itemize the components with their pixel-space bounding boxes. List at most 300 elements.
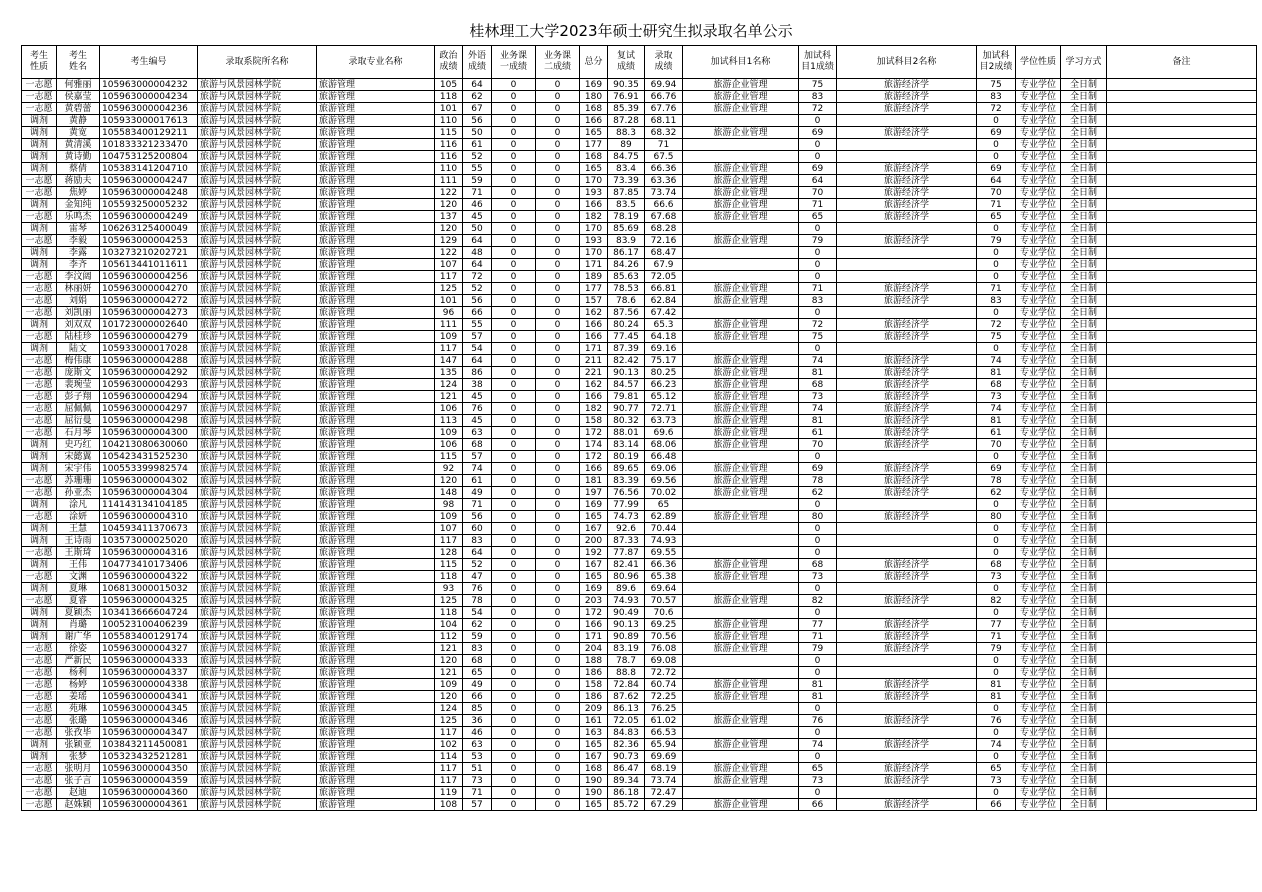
- cell-foreign-language-score: 50: [463, 223, 492, 235]
- cell-subject2-score: 0: [536, 271, 580, 283]
- cell-extra-subject1-name: 旅游企业管理: [683, 487, 799, 499]
- cell-extra-subject2-name: [837, 151, 977, 163]
- cell-applicant-name: 李毅: [57, 235, 100, 247]
- cell-study-mode: 全日制: [1061, 619, 1107, 631]
- cell-note: [1107, 487, 1257, 499]
- cell-degree-type: 专业学位: [1016, 715, 1061, 727]
- cell-politics-score: 120: [435, 223, 463, 235]
- cell-extra-subject2-name: 旅游经济学: [837, 175, 977, 187]
- cell-applicant-name: 刘凯丽: [57, 307, 100, 319]
- cell-admission-score: 73.74: [645, 775, 683, 787]
- cell-school: 旅游与风景园林学院: [198, 91, 317, 103]
- cell-applicant-id: 105963000004234: [100, 91, 198, 103]
- cell-extra-subject1-name: 旅游企业管理: [683, 79, 799, 91]
- table-row: [22, 271, 1257, 283]
- cell-politics-score: 110: [435, 163, 463, 175]
- cell-school: 旅游与风景园林学院: [198, 763, 317, 775]
- column-header-degree-type: 学位性质: [1016, 46, 1061, 79]
- cell-foreign-language-score: 62: [463, 619, 492, 631]
- cell-applicant-name: 王诗雨: [57, 535, 100, 547]
- cell-extra-subject2-name: [837, 499, 977, 511]
- cell-applicant-name: 黄碧蕾: [57, 103, 100, 115]
- table-row: [22, 595, 1257, 607]
- cell-total-score: 177: [580, 139, 608, 151]
- cell-retest-score: 92.6: [608, 523, 645, 535]
- cell-subject2-score: 0: [536, 319, 580, 331]
- cell-extra-subject2-name: 旅游经济学: [837, 379, 977, 391]
- cell-extra-subject2-name: [837, 787, 977, 799]
- cell-subject1-score: 0: [492, 643, 536, 655]
- cell-subject2-score: 0: [536, 151, 580, 163]
- cell-applicant-name: 王斯琦: [57, 547, 100, 559]
- cell-applicant-id: 105963000004327: [100, 643, 198, 655]
- cell-extra-subject2-name: [837, 451, 977, 463]
- cell-extra-subject1-name: 旅游企业管理: [683, 427, 799, 439]
- cell-total-score: 158: [580, 415, 608, 427]
- cell-admission-score: 70.57: [645, 595, 683, 607]
- cell-extra-subject2-score: 75: [977, 79, 1016, 91]
- cell-extra-subject1-score: 83: [799, 91, 837, 103]
- cell-extra-subject1-score: 69: [799, 127, 837, 139]
- cell-note: [1107, 691, 1257, 703]
- cell-applicant-type: 调剂: [22, 559, 57, 571]
- cell-extra-subject1-name: 旅游企业管理: [683, 763, 799, 775]
- cell-major: 旅游管理: [317, 595, 435, 607]
- table-row: [22, 439, 1257, 451]
- cell-major: 旅游管理: [317, 607, 435, 619]
- cell-politics-score: 125: [435, 595, 463, 607]
- cell-study-mode: 全日制: [1061, 271, 1107, 283]
- cell-applicant-name: 蒋励夫: [57, 175, 100, 187]
- cell-extra-subject2-name: 旅游经济学: [837, 691, 977, 703]
- cell-study-mode: 全日制: [1061, 283, 1107, 295]
- cell-politics-score: 117: [435, 535, 463, 547]
- cell-study-mode: 全日制: [1061, 211, 1107, 223]
- cell-major: 旅游管理: [317, 463, 435, 475]
- table-row: [22, 655, 1257, 667]
- cell-retest-score: 83.5: [608, 199, 645, 211]
- cell-extra-subject2-score: 0: [977, 343, 1016, 355]
- cell-applicant-name: 谢广华: [57, 631, 100, 643]
- cell-applicant-name: 刘双双: [57, 319, 100, 331]
- cell-subject1-score: 0: [492, 511, 536, 523]
- cell-foreign-language-score: 83: [463, 643, 492, 655]
- cell-applicant-id: 105963000004272: [100, 295, 198, 307]
- cell-extra-subject2-score: 79: [977, 643, 1016, 655]
- cell-applicant-id: 105613441011611: [100, 259, 198, 271]
- cell-school: 旅游与风景园林学院: [198, 259, 317, 271]
- cell-applicant-id: 105963000004288: [100, 355, 198, 367]
- cell-applicant-type: 调剂: [22, 463, 57, 475]
- cell-subject1-score: 0: [492, 343, 536, 355]
- cell-extra-subject1-name: [683, 655, 799, 667]
- cell-study-mode: 全日制: [1061, 487, 1107, 499]
- cell-politics-score: 109: [435, 427, 463, 439]
- cell-foreign-language-score: 56: [463, 115, 492, 127]
- cell-degree-type: 专业学位: [1016, 391, 1061, 403]
- cell-foreign-language-score: 52: [463, 151, 492, 163]
- cell-extra-subject2-name: 旅游经济学: [837, 439, 977, 451]
- cell-degree-type: 专业学位: [1016, 259, 1061, 271]
- cell-extra-subject1-name: 旅游企业管理: [683, 211, 799, 223]
- cell-retest-score: 78.53: [608, 283, 645, 295]
- cell-extra-subject2-name: [837, 307, 977, 319]
- cell-degree-type: 专业学位: [1016, 799, 1061, 811]
- cell-subject1-score: 0: [492, 163, 536, 175]
- cell-applicant-id: 106813000015032: [100, 583, 198, 595]
- cell-applicant-type: 一志愿: [22, 691, 57, 703]
- cell-degree-type: 专业学位: [1016, 115, 1061, 127]
- cell-degree-type: 专业学位: [1016, 79, 1061, 91]
- cell-extra-subject1-score: 0: [799, 583, 837, 595]
- cell-extra-subject2-name: 旅游经济学: [837, 427, 977, 439]
- cell-applicant-type: 调剂: [22, 127, 57, 139]
- cell-study-mode: 全日制: [1061, 715, 1107, 727]
- table-row: [22, 115, 1257, 127]
- cell-applicant-name: 涂妍: [57, 511, 100, 523]
- cell-school: 旅游与风景园林学院: [198, 547, 317, 559]
- cell-school: 旅游与风景园林学院: [198, 439, 317, 451]
- cell-retest-score: 74.73: [608, 511, 645, 523]
- cell-applicant-id: 101723000002640: [100, 319, 198, 331]
- cell-applicant-type: 一志愿: [22, 283, 57, 295]
- cell-foreign-language-score: 49: [463, 487, 492, 499]
- cell-admission-score: 67.68: [645, 211, 683, 223]
- cell-admission-score: 69.55: [645, 547, 683, 559]
- cell-major: 旅游管理: [317, 439, 435, 451]
- cell-extra-subject2-score: 80: [977, 511, 1016, 523]
- cell-note: [1107, 667, 1257, 679]
- table-row: [22, 799, 1257, 811]
- cell-retest-score: 90.49: [608, 607, 645, 619]
- cell-retest-score: 86.17: [608, 247, 645, 259]
- cell-total-score: 190: [580, 787, 608, 799]
- cell-retest-score: 82.36: [608, 739, 645, 751]
- cell-applicant-type: 一志愿: [22, 643, 57, 655]
- cell-extra-subject1-name: [683, 259, 799, 271]
- cell-applicant-id: 105963000004292: [100, 367, 198, 379]
- cell-major: 旅游管理: [317, 163, 435, 175]
- cell-subject2-score: 0: [536, 643, 580, 655]
- cell-politics-score: 105: [435, 79, 463, 91]
- cell-school: 旅游与风景园林学院: [198, 487, 317, 499]
- cell-school: 旅游与风景园林学院: [198, 247, 317, 259]
- cell-note: [1107, 367, 1257, 379]
- cell-extra-subject1-score: 69: [799, 463, 837, 475]
- table-row: [22, 127, 1257, 139]
- cell-extra-subject1-score: 0: [799, 343, 837, 355]
- cell-total-score: 186: [580, 667, 608, 679]
- cell-extra-subject1-score: 76: [799, 715, 837, 727]
- cell-extra-subject2-score: 0: [977, 307, 1016, 319]
- cell-extra-subject2-score: 66: [977, 799, 1016, 811]
- cell-degree-type: 专业学位: [1016, 295, 1061, 307]
- table-row: [22, 631, 1257, 643]
- cell-admission-score: 72.71: [645, 403, 683, 415]
- cell-politics-score: 101: [435, 295, 463, 307]
- cell-school: 旅游与风景园林学院: [198, 643, 317, 655]
- cell-extra-subject2-score: 81: [977, 367, 1016, 379]
- cell-degree-type: 专业学位: [1016, 643, 1061, 655]
- cell-extra-subject2-score: 0: [977, 727, 1016, 739]
- cell-extra-subject2-name: 旅游经济学: [837, 415, 977, 427]
- cell-subject2-score: 0: [536, 115, 580, 127]
- cell-school: 旅游与风景园林学院: [198, 679, 317, 691]
- cell-extra-subject1-score: 0: [799, 259, 837, 271]
- cell-politics-score: 107: [435, 523, 463, 535]
- cell-total-score: 168: [580, 763, 608, 775]
- cell-applicant-type: 调剂: [22, 343, 57, 355]
- cell-study-mode: 全日制: [1061, 787, 1107, 799]
- cell-note: [1107, 355, 1257, 367]
- cell-extra-subject2-score: 81: [977, 691, 1016, 703]
- cell-subject2-score: 0: [536, 751, 580, 763]
- cell-extra-subject1-score: 80: [799, 511, 837, 523]
- cell-extra-subject1-score: 78: [799, 475, 837, 487]
- cell-major: 旅游管理: [317, 151, 435, 163]
- cell-politics-score: 118: [435, 91, 463, 103]
- cell-retest-score: 78.19: [608, 211, 645, 223]
- cell-study-mode: 全日制: [1061, 727, 1107, 739]
- cell-major: 旅游管理: [317, 379, 435, 391]
- cell-school: 旅游与风景园林学院: [198, 535, 317, 547]
- cell-study-mode: 全日制: [1061, 547, 1107, 559]
- cell-applicant-name: 苑琳: [57, 703, 100, 715]
- cell-foreign-language-score: 86: [463, 367, 492, 379]
- cell-extra-subject1-name: 旅游企业管理: [683, 163, 799, 175]
- cell-applicant-name: 史巧红: [57, 439, 100, 451]
- cell-extra-subject1-score: 71: [799, 199, 837, 211]
- cell-extra-subject1-score: 0: [799, 607, 837, 619]
- cell-extra-subject2-name: 旅游经济学: [837, 595, 977, 607]
- cell-extra-subject1-name: [683, 307, 799, 319]
- cell-total-score: 203: [580, 595, 608, 607]
- cell-extra-subject2-name: [837, 607, 977, 619]
- cell-extra-subject2-name: 旅游经济学: [837, 103, 977, 115]
- cell-applicant-name: 蔡倩: [57, 163, 100, 175]
- cell-extra-subject2-name: [837, 727, 977, 739]
- cell-foreign-language-score: 52: [463, 559, 492, 571]
- cell-extra-subject2-name: 旅游经济学: [837, 571, 977, 583]
- cell-extra-subject2-name: [837, 703, 977, 715]
- cell-extra-subject1-score: 73: [799, 775, 837, 787]
- cell-study-mode: 全日制: [1061, 739, 1107, 751]
- cell-applicant-id: 105963000004270: [100, 283, 198, 295]
- cell-degree-type: 专业学位: [1016, 163, 1061, 175]
- cell-note: [1107, 427, 1257, 439]
- table-row: [22, 307, 1257, 319]
- cell-extra-subject2-score: 64: [977, 175, 1016, 187]
- cell-applicant-name: 王伟: [57, 559, 100, 571]
- cell-politics-score: 135: [435, 367, 463, 379]
- cell-politics-score: 109: [435, 511, 463, 523]
- cell-extra-subject2-score: 0: [977, 247, 1016, 259]
- cell-extra-subject1-score: 0: [799, 451, 837, 463]
- cell-subject1-score: 0: [492, 499, 536, 511]
- cell-extra-subject2-score: 0: [977, 523, 1016, 535]
- cell-foreign-language-score: 71: [463, 187, 492, 199]
- cell-applicant-type: 调剂: [22, 115, 57, 127]
- cell-politics-score: 102: [435, 739, 463, 751]
- cell-study-mode: 全日制: [1061, 403, 1107, 415]
- cell-study-mode: 全日制: [1061, 667, 1107, 679]
- cell-extra-subject1-name: 旅游企业管理: [683, 295, 799, 307]
- cell-applicant-name: 刘娟: [57, 295, 100, 307]
- cell-retest-score: 72.05: [608, 715, 645, 727]
- cell-foreign-language-score: 74: [463, 463, 492, 475]
- cell-total-score: 193: [580, 187, 608, 199]
- table-row: [22, 763, 1257, 775]
- cell-politics-score: 125: [435, 715, 463, 727]
- cell-extra-subject1-name: 旅游企业管理: [683, 775, 799, 787]
- cell-note: [1107, 151, 1257, 163]
- cell-school: 旅游与风景园林学院: [198, 655, 317, 667]
- cell-extra-subject2-score: 0: [977, 139, 1016, 151]
- cell-extra-subject1-score: 0: [799, 139, 837, 151]
- cell-subject2-score: 0: [536, 403, 580, 415]
- cell-extra-subject1-name: [683, 583, 799, 595]
- cell-note: [1107, 343, 1257, 355]
- cell-extra-subject1-name: 旅游企业管理: [683, 187, 799, 199]
- cell-retest-score: 80.96: [608, 571, 645, 583]
- cell-applicant-id: 105963000004304: [100, 487, 198, 499]
- cell-degree-type: 专业学位: [1016, 667, 1061, 679]
- cell-foreign-language-score: 76: [463, 403, 492, 415]
- column-header-subject1-score: 业务课 一成绩: [492, 46, 536, 79]
- cell-extra-subject2-score: 0: [977, 535, 1016, 547]
- cell-subject2-score: 0: [536, 415, 580, 427]
- cell-politics-score: 116: [435, 151, 463, 163]
- cell-foreign-language-score: 71: [463, 499, 492, 511]
- cell-major: 旅游管理: [317, 79, 435, 91]
- cell-total-score: 200: [580, 535, 608, 547]
- cell-applicant-type: 调剂: [22, 139, 57, 151]
- cell-admission-score: 66.36: [645, 559, 683, 571]
- cell-applicant-name: 李齐: [57, 259, 100, 271]
- cell-applicant-type: 一志愿: [22, 355, 57, 367]
- cell-subject1-score: 0: [492, 199, 536, 211]
- cell-extra-subject2-name: 旅游经济学: [837, 511, 977, 523]
- cell-politics-score: 128: [435, 547, 463, 559]
- cell-subject2-score: 0: [536, 655, 580, 667]
- cell-politics-score: 115: [435, 127, 463, 139]
- cell-study-mode: 全日制: [1061, 571, 1107, 583]
- cell-school: 旅游与风景园林学院: [198, 163, 317, 175]
- table-row: [22, 499, 1257, 511]
- cell-degree-type: 专业学位: [1016, 703, 1061, 715]
- cell-foreign-language-score: 63: [463, 427, 492, 439]
- cell-politics-score: 147: [435, 355, 463, 367]
- cell-subject2-score: 0: [536, 247, 580, 259]
- cell-extra-subject2-score: 73: [977, 391, 1016, 403]
- cell-subject2-score: 0: [536, 91, 580, 103]
- cell-retest-score: 86.47: [608, 763, 645, 775]
- cell-major: 旅游管理: [317, 403, 435, 415]
- cell-subject2-score: 0: [536, 307, 580, 319]
- cell-note: [1107, 79, 1257, 91]
- cell-school: 旅游与风景园林学院: [198, 739, 317, 751]
- cell-applicant-type: 一志愿: [22, 427, 57, 439]
- cell-extra-subject2-score: 75: [977, 331, 1016, 343]
- cell-degree-type: 专业学位: [1016, 571, 1061, 583]
- cell-total-score: 171: [580, 259, 608, 271]
- cell-extra-subject2-name: [837, 247, 977, 259]
- cell-degree-type: 专业学位: [1016, 559, 1061, 571]
- cell-degree-type: 专业学位: [1016, 199, 1061, 211]
- cell-total-score: 182: [580, 211, 608, 223]
- table-row: [22, 487, 1257, 499]
- cell-total-score: 182: [580, 403, 608, 415]
- cell-extra-subject1-score: 72: [799, 103, 837, 115]
- cell-foreign-language-score: 59: [463, 175, 492, 187]
- cell-extra-subject1-score: 83: [799, 295, 837, 307]
- cell-degree-type: 专业学位: [1016, 307, 1061, 319]
- cell-applicant-name: 黄宽: [57, 127, 100, 139]
- cell-school: 旅游与风景园林学院: [198, 115, 317, 127]
- table-row: [22, 259, 1257, 271]
- cell-foreign-language-score: 64: [463, 79, 492, 91]
- cell-applicant-type: 一志愿: [22, 679, 57, 691]
- cell-applicant-id: 105383141204710: [100, 163, 198, 175]
- cell-degree-type: 专业学位: [1016, 415, 1061, 427]
- cell-applicant-name: 宋懿翼: [57, 451, 100, 463]
- cell-applicant-type: 一志愿: [22, 187, 57, 199]
- cell-school: 旅游与风景园林学院: [198, 307, 317, 319]
- cell-degree-type: 专业学位: [1016, 271, 1061, 283]
- cell-subject1-score: 0: [492, 187, 536, 199]
- cell-admission-score: 68.32: [645, 127, 683, 139]
- cell-admission-score: 65.38: [645, 571, 683, 583]
- cell-applicant-name: 张璐: [57, 715, 100, 727]
- cell-note: [1107, 463, 1257, 475]
- cell-retest-score: 89.34: [608, 775, 645, 787]
- cell-total-score: 170: [580, 175, 608, 187]
- cell-school: 旅游与风景园林学院: [198, 127, 317, 139]
- cell-extra-subject1-score: 77: [799, 619, 837, 631]
- cell-extra-subject1-score: 66: [799, 799, 837, 811]
- cell-retest-score: 89.6: [608, 583, 645, 595]
- cell-applicant-id: 105323432521281: [100, 751, 198, 763]
- cell-degree-type: 专业学位: [1016, 607, 1061, 619]
- cell-extra-subject2-name: 旅游经济学: [837, 487, 977, 499]
- cell-total-score: 162: [580, 307, 608, 319]
- cell-admission-score: 80.25: [645, 367, 683, 379]
- cell-subject2-score: 0: [536, 211, 580, 223]
- cell-degree-type: 专业学位: [1016, 319, 1061, 331]
- cell-politics-score: 137: [435, 211, 463, 223]
- cell-extra-subject1-name: 旅游企业管理: [683, 103, 799, 115]
- cell-subject1-score: 0: [492, 571, 536, 583]
- cell-subject1-score: 0: [492, 211, 536, 223]
- cell-extra-subject1-score: 73: [799, 391, 837, 403]
- cell-school: 旅游与风景园林学院: [198, 103, 317, 115]
- cell-major: 旅游管理: [317, 679, 435, 691]
- cell-degree-type: 专业学位: [1016, 151, 1061, 163]
- cell-note: [1107, 511, 1257, 523]
- cell-politics-score: 118: [435, 607, 463, 619]
- table-row: [22, 559, 1257, 571]
- cell-extra-subject1-score: 61: [799, 427, 837, 439]
- cell-extra-subject1-name: 旅游企业管理: [683, 379, 799, 391]
- cell-foreign-language-score: 61: [463, 475, 492, 487]
- cell-politics-score: 111: [435, 319, 463, 331]
- cell-extra-subject1-score: 0: [799, 727, 837, 739]
- cell-applicant-name: 徐姿: [57, 643, 100, 655]
- cell-extra-subject2-score: 61: [977, 427, 1016, 439]
- table-row: [22, 235, 1257, 247]
- column-header-extra-subject2-score: 加试科 目2成绩: [977, 46, 1016, 79]
- cell-major: 旅游管理: [317, 271, 435, 283]
